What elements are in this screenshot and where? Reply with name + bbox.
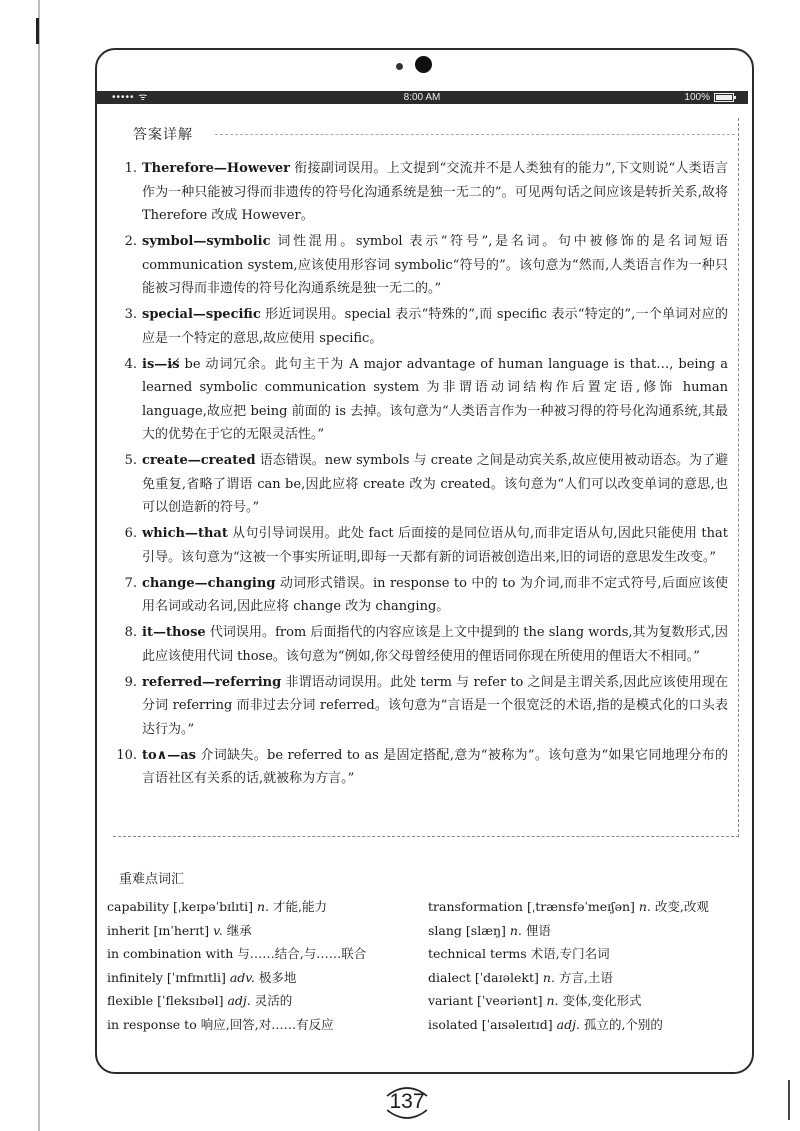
item-text: 衔接副词误用。上文提到“交流并不是人类独有的能力”,下文则说“人类语言作为一种只能被习得而非遗传的符号化沟通系统是独一无二的”。可见两句话之间应该是转折关系,故将 Therefore 改成 However。 [142,161,728,223]
vocab-meaning: 响应,回答,对……有反应 [200,1016,334,1032]
vocab-pos: adj. [227,993,251,1008]
left-margin-rule [38,0,40,1131]
vocab-pos: n. [509,922,522,938]
vocab-word: slang [428,922,462,938]
status-bar [96,91,748,104]
vocab-entry [107,966,366,990]
vocabulary-title: 重难点词汇 [119,872,185,887]
battery-percent: 100% [684,92,710,103]
answers-top-dash [215,134,735,135]
item-text: 介词缺失。be referred to as 是固定搭配,意为“被称为”。该句意为“如果它同地理分布的言语社区有关系的话,就被称为方言。” [142,747,728,786]
signal-wifi-indicator: ••••• ᯤ [112,92,149,103]
left-margin-tick [36,18,39,44]
vocab-meaning: 方言,土语 [558,969,613,985]
vocab-entry [428,989,709,1013]
item-keyword: is—is̸ [142,356,180,372]
item-number: 3. [124,307,137,322]
item-text: 词性混用。symbol 表示“符号”,是名词。句中被修饰的是名词短语 communication system,应该使用形容词 symbolic“符号的”。该句意为“然而,人类语言作为一种只能被习得而非遗传的符号化沟通系统是独一无二的。” [142,234,728,296]
answer-item-3 [116,303,728,350]
vocab-entry [107,895,366,919]
vocab-word: capability [107,899,169,914]
vocab-entry [107,989,366,1013]
vocab-meaning: 极多地 [258,969,297,985]
battery-icon [714,93,734,102]
vocab-ipa: [ɪnˈherɪt] [153,922,210,938]
item-text: 动词形式错误。in response to 中的 to 为介词,而非不定式符号,后面应该使用名词或动名词,因此应将 change 改为 changing。 [142,575,728,614]
page-number [375,1082,439,1122]
vocab-pos: adj. [556,1016,580,1032]
vocab-meaning: 俚语 [525,922,551,938]
vocab-ipa: [ˌkeɪpəˈbɪlɪti] [172,899,253,914]
vocab-word: in combination with [107,946,234,961]
sensor-dot [396,63,403,70]
answer-item-9 [116,671,728,742]
right-margin-bar [788,1080,790,1120]
answers-title: 答案详解 [133,127,193,143]
vocab-entry [107,1013,366,1037]
vocab-word: inherit [107,922,150,938]
page-number-text: 137 [389,1090,425,1113]
answer-item-5 [116,449,728,520]
item-keyword: symbol—symbolic [142,234,271,249]
item-number: 9. [124,674,137,690]
item-keyword: Therefore—However [142,161,290,176]
vocab-entry [428,942,709,966]
answer-item-2 [116,230,728,301]
item-number: 8. [124,625,137,640]
vocab-meaning: 与……结合,与……联合 [237,946,367,961]
answer-item-8 [116,621,728,668]
vocab-meaning: 变体,变化形式 [562,993,642,1008]
item-number: 4. [124,356,137,372]
vocab-pos: v. [213,922,223,938]
item-text: 语态错误。new symbols 与 create 之间是动宾关系,故应使用被动语态。为了避免重复,省略了谓语 can be,因此应将 create 改为 created。该句意为“人们可以改变单词的意思,也可以创造新的符号。” [142,453,728,515]
vocab-ipa: [ˈveəriənt] [477,993,543,1008]
vocab-ipa: [ˈfleksɪbəl] [157,993,224,1008]
vocab-entry [107,942,366,966]
vocab-meaning: 继承 [226,922,252,938]
vocab-entry [428,1013,709,1037]
vocab-meaning: 术语,专门名词 [530,946,610,961]
vocab-pos: n. [546,993,559,1008]
vocab-word: dialect [428,969,471,985]
vocab-meaning: 孤立的,个别的 [583,1016,663,1032]
vocab-word: infinitely [107,969,163,985]
vocab-word: isolated [428,1016,478,1032]
answer-item-6 [116,522,728,569]
camera-dot [415,56,432,73]
answer-list [116,157,728,793]
vocab-meaning: 改变,改观 [654,899,709,914]
vocabulary-right-column [428,895,709,1036]
item-text: be 动词冗余。此句主干为 A major advantage of human language is that…, being a learned symbolic communication system 为非谓语动词结构作后置定语,修饰 human language,故应把 being 前面的 is 去掉。该句意为“人类语言作为一种被习得的符号化沟通系统,其最大的优势在于它的无限灵活性。” [142,356,728,442]
status-time: 8:00 AM [403,92,441,103]
item-keyword: change—changing [142,575,276,591]
vocab-pos: n. [638,899,651,914]
vocab-pos: adv. [229,969,255,985]
vocab-ipa: [ˈaɪsəleɪtɪd] [481,1016,553,1032]
vocabulary-left-column [107,895,366,1036]
item-text: 形近词误用。special 表示“特殊的”,而 specific 表示“特定的”,一个单词对应的应是一个特定的意思,故应使用 specific。 [142,307,728,346]
item-text: 代词误用。from 后面指代的内容应该是上文中提到的 the slang words,其为复数形式,因此应该使用代词 those。该句意为“例如,你父母曾经使用的俚语同你现在所使用的俚语大不相同。” [142,625,728,664]
vocab-pos: n. [256,899,270,914]
vocab-word: flexible [107,993,154,1008]
item-keyword: which—that [142,526,228,541]
item-keyword: create—created [142,453,256,468]
answer-item-4 [116,353,728,447]
item-number: 10. [116,747,137,763]
vocab-meaning: 灵活的 [254,993,293,1008]
vocab-word: in response to [107,1016,197,1032]
vocab-meaning: 才能,能力 [273,899,327,914]
answer-item-7 [116,572,728,619]
vocab-entry [428,919,709,943]
vocab-ipa: [slæŋ] [465,922,506,938]
item-number: 1. [124,161,137,176]
item-number: 2. [124,234,137,249]
vocab-ipa: [ˈdaɪəlekt] [474,969,539,985]
vocab-ipa: [ˈɪnfɪnɪtli] [166,969,226,985]
vocab-word: variant [428,993,474,1008]
vocab-ipa: [ˌtrænsfəˈmeɪʃən] [526,899,635,914]
item-keyword: to∧—as [142,747,196,763]
item-text: 从句引导词误用。此处 fact 后面接的是同位语从句,而非定语从句,因此只能使用 that 引导。该句意为“这被一个事实所证明,即每一天都有新的词语被创造出来,旧的词语的意思发生改变。” [142,526,728,565]
vocab-entry [107,919,366,943]
answer-item-10 [116,744,728,791]
item-keyword: referred—referring [142,674,282,690]
vocab-entry [428,895,709,919]
item-keyword: special—specific [142,307,261,322]
item-keyword: it—those [142,625,206,640]
item-number: 6. [124,526,137,541]
item-text: 非谓语动词误用。此处 term 与 refer to 之间是主谓关系,因此应该使用现在分词 referring 而非过去分词 referred。该句意为“言语是一个很宽泛的术语,指的是模式化的口头表达行为。” [142,674,728,737]
answer-item-1 [116,157,728,228]
battery-indicator [684,91,734,104]
vocab-pos: n. [542,969,555,985]
vocab-word: technical terms [428,946,527,961]
item-number: 7. [124,575,137,591]
vocab-entry [428,966,709,990]
item-number: 5. [124,453,137,468]
vocab-word: transformation [428,899,523,914]
